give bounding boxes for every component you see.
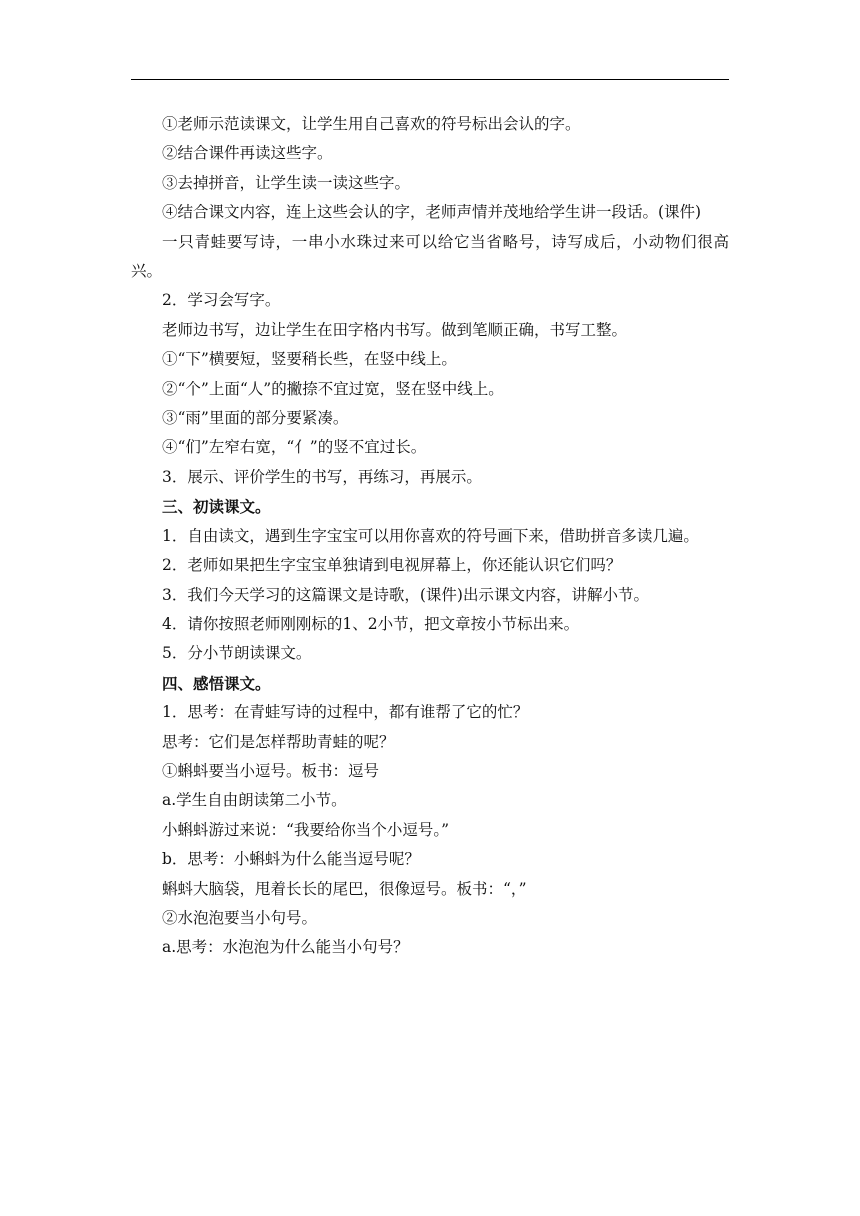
paragraph: ②“个”上面“人”的撇捺不宜过宽，竖在竖中线上。 <box>162 379 504 398</box>
paragraph: 1．思考：在青蛙写诗的过程中，都有谁帮了它的忙？ <box>162 703 529 722</box>
paragraph: 5．分小节朗读课文。 <box>162 644 312 663</box>
paragraph: ④“们”左窄右宽，“亻”的竖不宜过长。 <box>162 438 427 457</box>
paragraph: a.学生自由朗读第二小节。 <box>162 791 347 810</box>
paragraph: a.思考：水泡泡为什么能当小句号？ <box>162 938 409 957</box>
paragraph: ②结合课件再读这些字。 <box>162 144 333 163</box>
paragraph: ③“雨”里面的部分要紧凑。 <box>162 409 349 428</box>
paragraph: 1．自由读文，遇到生字宝宝可以用你喜欢的符号画下来，借助拼音多读几遍。 <box>162 526 699 545</box>
section-heading: 三、初读课文。 <box>162 497 271 517</box>
paragraph: ④结合课文内容，连上这些会认的字，老师声情并茂地给学生讲一段话。(课件) <box>162 203 702 222</box>
paragraph: 老师边书写，边让学生在田字格内书写。做到笔顺正确，书写工整。 <box>162 320 628 339</box>
paragraph: 2．学习会写字。 <box>162 291 281 310</box>
paragraph: 2．老师如果把生字宝宝单独请到电视屏幕上，你还能认识它们吗？ <box>162 556 622 575</box>
section-heading: 四、感悟课文。 <box>162 673 271 693</box>
paragraph: 蝌蚪大脑袋，甩着长长的尾巴，很像逗号。板书：“，” <box>162 879 527 898</box>
paragraph: b．思考：小蝌蚪为什么能当逗号呢？ <box>162 850 420 869</box>
paragraph: ②水泡泡要当小句号。 <box>162 908 318 927</box>
paragraph: 4．请你按照老师刚刚标的1、2小节，把文章按小节标出来。 <box>162 614 580 633</box>
paragraph: 一只青蛙要写诗，一串小水珠过来可以给它当省略号，诗写成后，小动物们很高兴。 <box>131 232 729 281</box>
header-rule <box>131 79 729 80</box>
paragraph: ③去掉拼音，让学生读一读这些字。 <box>162 173 411 192</box>
paragraph: 小蝌蚪游过来说：“我要给你当个小逗号。” <box>162 820 450 839</box>
document-body <box>131 110 729 963</box>
paragraph: 3．我们今天学习的这篇课文是诗歌，(课件)出示课文内容，讲解小节。 <box>162 585 649 604</box>
paragraph: 思考：它们是怎样帮助青蛙的呢？ <box>162 732 395 751</box>
paragraph: 3．展示、评价学生的书写，再练习，再展示。 <box>162 467 482 486</box>
paragraph: ①老师示范读课文，让学生用自己喜欢的符号标出会认的字。 <box>162 115 581 133</box>
paragraph: ①“下”横要短，竖要稍长些，在竖中线上。 <box>162 350 457 369</box>
paragraph: ①蝌蚪要当小逗号。板书：逗号 <box>162 761 380 780</box>
